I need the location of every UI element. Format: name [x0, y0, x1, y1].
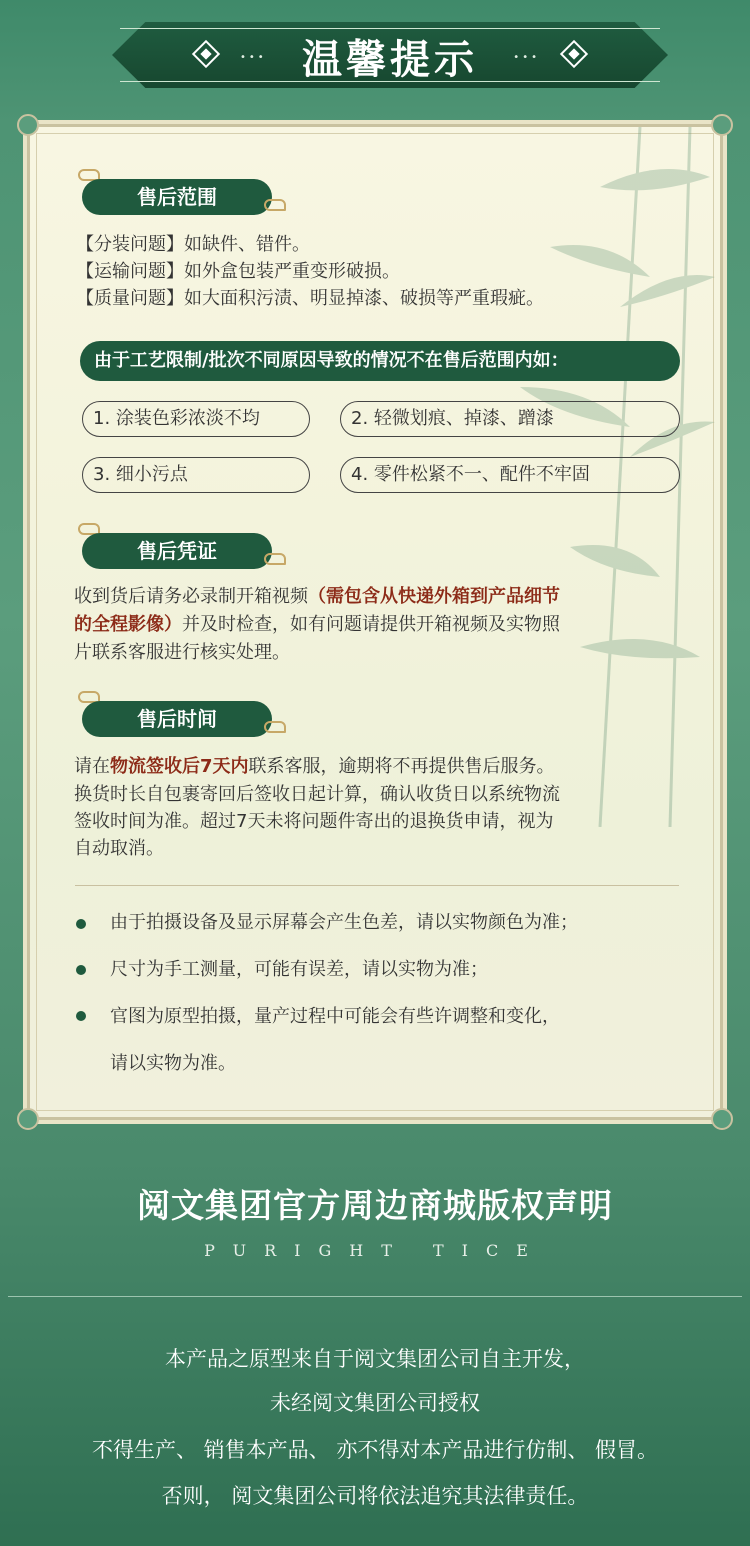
note-item: 由于拍摄设备及显示屏幕会产生色差，请以实物颜色为准； — [110, 912, 578, 933]
corner-ornament-icon — [17, 1108, 39, 1130]
section-tag-proof: 售后凭证 — [82, 533, 272, 569]
copyright-line: 否则， 阅文集团公司将依法追究其法律责任。 — [161, 1484, 589, 1508]
notice-card — [27, 124, 723, 1120]
time-line: 换货时长自包裹寄回后签收日起计算，确认收货日以系统物流 — [74, 784, 560, 805]
bullet-icon — [76, 919, 86, 929]
dots-ornament-icon: ••• — [513, 52, 540, 63]
cloud-ornament-icon — [264, 553, 286, 565]
exclusion-item: 3. 细小污点 — [82, 457, 310, 493]
divider — [75, 885, 679, 886]
section-tag-time: 售后时间 — [82, 701, 272, 737]
proof-line: 的全程影像）并及时检查，如有问题请提供开箱视频及实物照 — [74, 614, 560, 635]
note-item: 尺寸为手工测量，可能有误差，请以实物为准； — [110, 959, 488, 980]
scope-item: 【质量问题】如大面积污渍、明显掉漆、破损等严重瑕疵。 — [76, 288, 544, 309]
page-title: 温馨提示 — [302, 36, 478, 83]
exclusion-heading: 由于工艺限制/批次不同原因导致的情况不在售后范围内如： — [80, 341, 680, 381]
copyright-line: 本产品之原型来自于阅文集团公司自主开发， — [165, 1347, 585, 1371]
time-line: 自动取消。 — [74, 838, 164, 859]
copyright-line: 未经阅文集团公司授权 — [270, 1391, 480, 1415]
corner-ornament-icon — [711, 1108, 733, 1130]
exclusion-item: 4. 零件松紧不一、配件不牢固 — [340, 457, 680, 493]
copyright-divider — [8, 1296, 742, 1297]
copyright-title: 阅文集团官方周边商城版权声明 — [137, 1186, 613, 1225]
title-banner — [112, 22, 668, 88]
corner-ornament-icon — [17, 114, 39, 136]
scope-item: 【分装问题】如缺件、错件。 — [76, 234, 310, 255]
note-item: 官图为原型拍摄，量产过程中可能会有些许调整和变化， — [110, 1006, 560, 1027]
time-line: 签收时间为准。超过7天未将问题件寄出的退换货申请，视为 — [74, 811, 554, 832]
cloud-ornament-icon — [264, 199, 286, 211]
proof-line: 片联系客服进行核实处理。 — [74, 642, 290, 663]
time-line: 请在物流签收后7天内联系客服，逾期将不再提供售后服务。 — [74, 756, 555, 777]
section-tag-scope: 售后范围 — [82, 179, 272, 215]
dots-ornament-icon: ••• — [240, 52, 267, 63]
bullet-icon — [76, 1011, 86, 1021]
exclusion-item: 1. 涂装色彩浓淡不均 — [82, 401, 310, 437]
exclusion-item: 2. 轻微划痕、掉漆、蹭漆 — [340, 401, 680, 437]
note-item: 请以实物为准。 — [110, 1053, 236, 1074]
copyright-subtitle: PURIGHT TICE — [204, 1241, 546, 1260]
copyright-line: 不得生产、 销售本产品、 亦不得对本产品进行仿制、 假冒。 — [91, 1438, 659, 1462]
cloud-ornament-icon — [264, 721, 286, 733]
proof-line: 收到货后请务必录制开箱视频（需包含从快递外箱到产品细节 — [74, 586, 560, 607]
scope-item: 【运输问题】如外盒包装严重变形破损。 — [76, 261, 400, 282]
bullet-icon — [76, 965, 86, 975]
